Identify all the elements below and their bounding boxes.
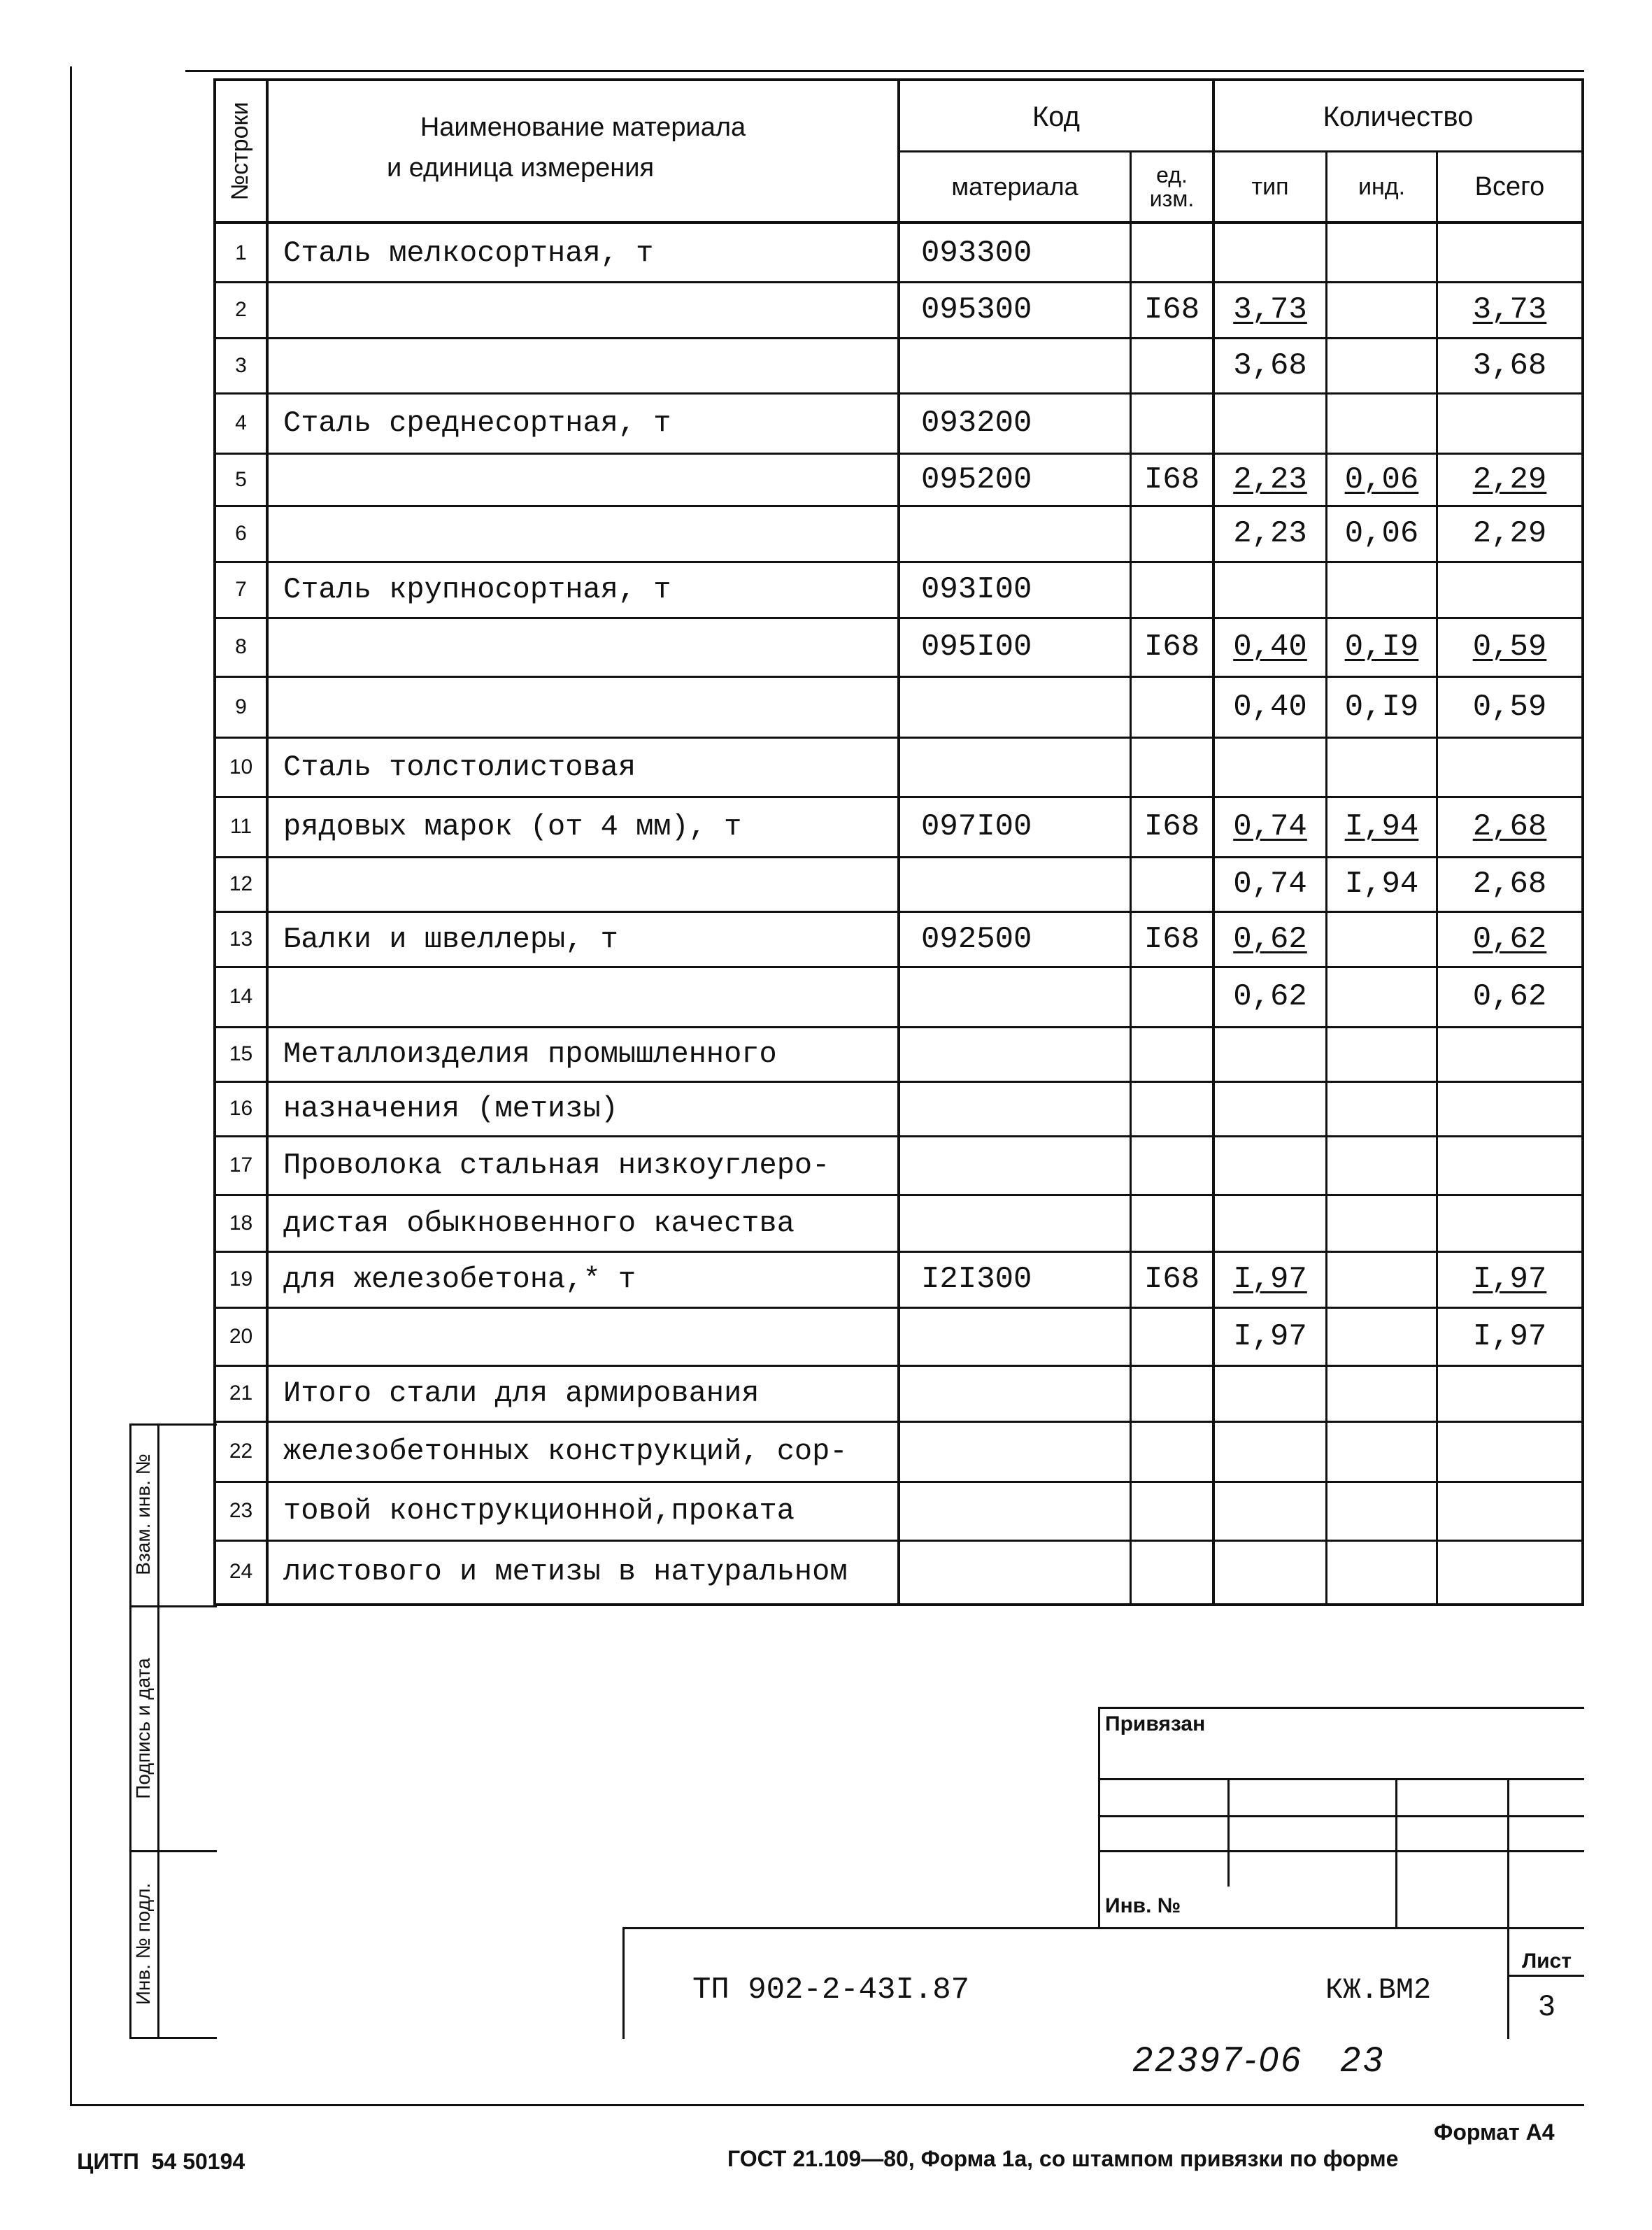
material-code bbox=[921, 1540, 1130, 1603]
unit-code bbox=[1132, 224, 1212, 282]
qty-ind: 0,I9 bbox=[1344, 630, 1419, 665]
row-number: 6 bbox=[235, 522, 247, 545]
name-header-unit: и единица измерения bbox=[386, 152, 655, 183]
qty-type bbox=[1215, 1365, 1325, 1421]
qty-ind-header: инд. bbox=[1358, 173, 1406, 200]
qty-ind bbox=[1327, 1195, 1436, 1251]
qty-total bbox=[1438, 1421, 1581, 1482]
material-code bbox=[921, 1307, 1130, 1365]
row-number: 22 bbox=[229, 1440, 253, 1463]
row-number: 20 bbox=[229, 1324, 253, 1348]
unit-code bbox=[1132, 1136, 1212, 1195]
qty-total: I,97 bbox=[1472, 1319, 1547, 1354]
footer-gost: ГОСТ 21.109—80, Форма 1а, со штампом привязки по форме bbox=[727, 2146, 1399, 2171]
unit-code bbox=[1132, 1482, 1212, 1540]
qty-ind bbox=[1327, 1482, 1436, 1540]
material-code bbox=[921, 1136, 1130, 1195]
material-code bbox=[921, 1482, 1130, 1540]
material-code: 097I00 bbox=[921, 809, 1032, 844]
row-number: 18 bbox=[229, 1211, 253, 1235]
row-number: 10 bbox=[229, 755, 253, 779]
qty-ind bbox=[1327, 1365, 1436, 1421]
row-number: 7 bbox=[235, 578, 247, 601]
row-number: 3 bbox=[235, 353, 247, 377]
material-code bbox=[921, 967, 1130, 1027]
material-name bbox=[283, 857, 897, 911]
material-name: дистая обыкновенного качества bbox=[283, 1206, 795, 1240]
unit-header-line2: изм. bbox=[1149, 186, 1195, 211]
unit-code: I68 bbox=[1144, 809, 1200, 844]
qty-type bbox=[1215, 1540, 1325, 1603]
material-name: Сталь мелкосортная, т bbox=[283, 236, 654, 270]
outer-top-border bbox=[185, 70, 1584, 72]
qty-type: 0,62 bbox=[1233, 979, 1307, 1014]
qty-type: 2,23 bbox=[1233, 516, 1307, 551]
qty-ind: 0,06 bbox=[1344, 462, 1419, 497]
qty-type bbox=[1215, 224, 1325, 282]
qty-ind bbox=[1327, 338, 1436, 393]
qty-total: 2,68 bbox=[1472, 867, 1547, 902]
doc-code: КЖ.ВМ2 bbox=[1325, 1973, 1432, 2007]
material-name: товой конструкционной,проката bbox=[283, 1494, 795, 1528]
unit-code bbox=[1132, 857, 1212, 911]
unit-code bbox=[1132, 1307, 1212, 1365]
row-number: 14 bbox=[229, 985, 253, 1008]
material-code: 093200 bbox=[921, 406, 1032, 441]
unit-code bbox=[1132, 1540, 1212, 1603]
unit-code bbox=[1132, 1027, 1212, 1081]
qty-ind: 0,06 bbox=[1344, 516, 1419, 551]
qty-type: 0,40 bbox=[1233, 630, 1307, 665]
row-number: 19 bbox=[229, 1267, 253, 1291]
unit-code: I68 bbox=[1144, 921, 1200, 957]
qty-type bbox=[1215, 1482, 1325, 1540]
qty-total: 0,59 bbox=[1472, 630, 1547, 665]
qty-total bbox=[1438, 1540, 1581, 1603]
material-name bbox=[283, 676, 897, 737]
material-name: Металлоизделия промышленного bbox=[283, 1037, 777, 1071]
material-code bbox=[921, 1365, 1130, 1421]
row-number: 12 bbox=[229, 872, 253, 895]
material-code bbox=[921, 338, 1130, 393]
qty-ind bbox=[1327, 1027, 1436, 1081]
qty-type: 0,40 bbox=[1233, 689, 1307, 725]
material-name bbox=[283, 506, 897, 562]
qty-type: 3,73 bbox=[1233, 292, 1307, 327]
unit-code: I68 bbox=[1144, 462, 1200, 497]
qty-type bbox=[1215, 393, 1325, 453]
qty-type bbox=[1215, 562, 1325, 618]
material-code: 095300 bbox=[921, 292, 1032, 327]
material-name: листового и метизы в натуральном bbox=[283, 1555, 848, 1589]
material-name: Сталь крупносортная, т bbox=[283, 573, 671, 606]
qty-total: 0,59 bbox=[1472, 689, 1547, 725]
qty-total-header: Всего bbox=[1474, 171, 1545, 201]
qty-ind bbox=[1327, 1251, 1436, 1307]
material-name bbox=[283, 338, 897, 393]
unit-code bbox=[1132, 967, 1212, 1027]
sheet-label: Лист bbox=[1522, 1950, 1572, 1973]
row-number: 2 bbox=[235, 298, 247, 321]
qty-ind bbox=[1327, 1307, 1436, 1365]
material-code: 095I00 bbox=[921, 630, 1032, 665]
row-number: 15 bbox=[229, 1042, 253, 1065]
material-code bbox=[921, 1195, 1130, 1251]
unit-code bbox=[1132, 676, 1212, 737]
qty-ind bbox=[1327, 562, 1436, 618]
qty-total: I,97 bbox=[1472, 1262, 1547, 1297]
unit-code bbox=[1132, 393, 1212, 453]
outer-bottom-border bbox=[70, 2104, 1584, 2106]
material-name bbox=[283, 618, 897, 676]
qty-type: I,97 bbox=[1233, 1319, 1307, 1354]
qty-ind bbox=[1327, 282, 1436, 338]
qty-ind bbox=[1327, 1540, 1436, 1603]
material-code bbox=[921, 1081, 1130, 1136]
qty-total bbox=[1438, 1482, 1581, 1540]
unit-code: I68 bbox=[1144, 630, 1200, 665]
qty-type: 2,23 bbox=[1233, 462, 1307, 497]
unit-code bbox=[1132, 506, 1212, 562]
material-name bbox=[283, 1307, 897, 1365]
qty-total: 3,68 bbox=[1472, 348, 1547, 383]
row-number: 11 bbox=[229, 815, 252, 838]
qty-group-header: Количество bbox=[1323, 101, 1474, 132]
unit-header-line1: ед. bbox=[1156, 162, 1188, 187]
material-code: 093I00 bbox=[921, 572, 1032, 607]
doc-number: ТП 902-2-43I.87 bbox=[692, 1973, 970, 2008]
qty-type bbox=[1215, 737, 1325, 797]
unit-code bbox=[1132, 1365, 1212, 1421]
qty-total bbox=[1438, 393, 1581, 453]
row-number: 9 bbox=[235, 695, 247, 718]
qty-ind bbox=[1327, 1081, 1436, 1136]
qty-total: 2,29 bbox=[1472, 462, 1547, 497]
qty-total: 0,62 bbox=[1472, 921, 1547, 957]
material-code bbox=[921, 737, 1130, 797]
row-number: 23 bbox=[229, 1499, 253, 1522]
material-name: для железобетона,* т bbox=[283, 1263, 636, 1296]
qty-total: 2,68 bbox=[1472, 809, 1547, 844]
row-number: 5 bbox=[235, 467, 247, 491]
qty-ind bbox=[1327, 1421, 1436, 1482]
footer-left: ЦИТП 54 50194 bbox=[77, 2149, 245, 2174]
qty-type bbox=[1215, 1081, 1325, 1136]
row-number: 16 bbox=[229, 1097, 253, 1120]
outer-left-border bbox=[70, 66, 72, 2105]
material-name: Балки и швеллеры, т bbox=[283, 922, 618, 956]
qty-ind bbox=[1327, 737, 1436, 797]
doc-number-strip bbox=[622, 1927, 1584, 2039]
qty-ind: I,94 bbox=[1344, 809, 1419, 844]
material-code bbox=[921, 857, 1130, 911]
qty-ind bbox=[1327, 1136, 1436, 1195]
material-name bbox=[283, 453, 897, 506]
row-number-header: №строки bbox=[226, 101, 253, 201]
unit-code: I68 bbox=[1144, 1262, 1200, 1297]
unit-header bbox=[1132, 152, 1212, 221]
code-material-header: материала bbox=[951, 172, 1078, 201]
qty-ind: 0,I9 bbox=[1344, 689, 1419, 725]
qty-ind bbox=[1327, 911, 1436, 967]
row-number: 21 bbox=[229, 1382, 253, 1405]
qty-total bbox=[1438, 1136, 1581, 1195]
qty-total bbox=[1438, 224, 1581, 282]
qty-ind bbox=[1327, 967, 1436, 1027]
material-name bbox=[283, 967, 897, 1027]
qty-type: 0,74 bbox=[1233, 867, 1307, 902]
material-name: назначения (метизы) bbox=[283, 1092, 618, 1125]
qty-ind bbox=[1327, 224, 1436, 282]
qty-ind bbox=[1327, 393, 1436, 453]
material-code: I2I300 bbox=[921, 1262, 1032, 1297]
unit-code bbox=[1132, 562, 1212, 618]
material-name: Проволока стальная низкоуглеро- bbox=[283, 1149, 830, 1182]
material-code bbox=[921, 676, 1130, 737]
code-group-header: Код bbox=[1032, 101, 1080, 132]
side-vzam-label: Взам. инв. № bbox=[132, 1454, 154, 1575]
row-number: 24 bbox=[229, 1560, 253, 1583]
material-code bbox=[921, 506, 1130, 562]
qty-total bbox=[1438, 1195, 1581, 1251]
qty-type bbox=[1215, 1421, 1325, 1482]
qty-total bbox=[1438, 1081, 1581, 1136]
qty-ind: I,94 bbox=[1344, 867, 1419, 902]
material-name: Сталь среднесортная, т bbox=[283, 406, 671, 440]
unit-code bbox=[1132, 1081, 1212, 1136]
row-number: 8 bbox=[235, 635, 247, 658]
material-name: Итого стали для армирования bbox=[283, 1377, 760, 1410]
qty-total: 2,29 bbox=[1472, 516, 1547, 551]
name-header: Наименование материала bbox=[420, 112, 746, 142]
sheet-number: 3 bbox=[1538, 1989, 1555, 2022]
qty-type-header: тип bbox=[1251, 173, 1289, 200]
row-number: 13 bbox=[229, 927, 253, 951]
unit-code bbox=[1132, 1195, 1212, 1251]
material-name: рядовых марок (от 4 мм), т bbox=[283, 810, 742, 844]
row-number: 4 bbox=[235, 411, 247, 434]
qty-total bbox=[1438, 1365, 1581, 1421]
side-podpis-label: Подпись и дата bbox=[132, 1658, 154, 1799]
material-name: железобетонных конструкций, сор- bbox=[283, 1435, 848, 1468]
row-number: 17 bbox=[229, 1153, 253, 1177]
materials-table bbox=[213, 78, 1584, 1606]
unit-code bbox=[1132, 338, 1212, 393]
side-inv-podl-label: Инв. № подл. bbox=[132, 1882, 154, 2005]
unit-code bbox=[1132, 737, 1212, 797]
handwritten-number: 22397-06 23 bbox=[1133, 2040, 1386, 2079]
side-stamp bbox=[129, 1423, 217, 2039]
qty-type: I,97 bbox=[1233, 1262, 1307, 1297]
privyazan-label: Привязан bbox=[1105, 1712, 1206, 1735]
material-name: Сталь толстолистовая bbox=[283, 750, 636, 784]
qty-type: 0,62 bbox=[1233, 921, 1307, 957]
qty-total bbox=[1438, 562, 1581, 618]
row-number: 1 bbox=[235, 241, 247, 264]
qty-type bbox=[1215, 1027, 1325, 1081]
material-name bbox=[283, 282, 897, 338]
qty-total bbox=[1438, 1027, 1581, 1081]
material-code: 093300 bbox=[921, 235, 1032, 271]
qty-total: 3,73 bbox=[1472, 292, 1547, 327]
inv-no-label: Инв. № bbox=[1105, 1894, 1181, 1917]
qty-type bbox=[1215, 1195, 1325, 1251]
qty-type bbox=[1215, 1136, 1325, 1195]
unit-code bbox=[1132, 1421, 1212, 1482]
material-code: 095200 bbox=[921, 462, 1032, 497]
material-code: 092500 bbox=[921, 921, 1032, 957]
material-code bbox=[921, 1421, 1130, 1482]
qty-total: 0,62 bbox=[1472, 979, 1547, 1014]
qty-total bbox=[1438, 737, 1581, 797]
qty-type: 0,74 bbox=[1233, 809, 1307, 844]
unit-code: I68 bbox=[1144, 292, 1200, 327]
material-code bbox=[921, 1027, 1130, 1081]
format-label: Формат А4 bbox=[1434, 2119, 1555, 2145]
qty-type: 3,68 bbox=[1233, 348, 1307, 383]
